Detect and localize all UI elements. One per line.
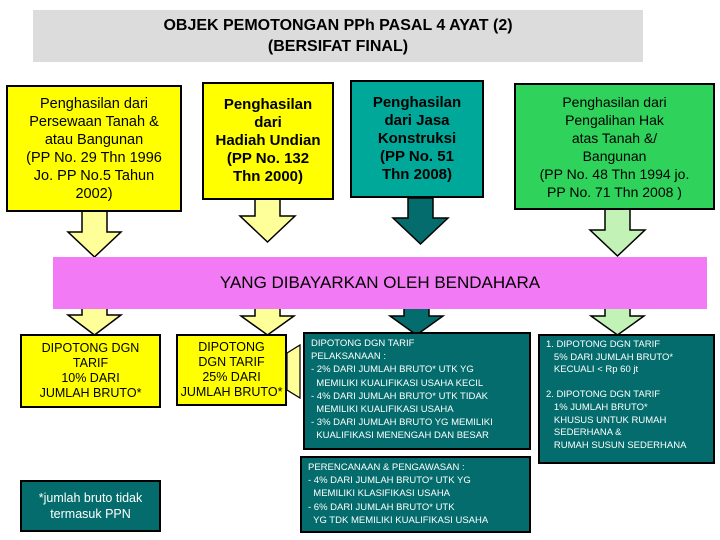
- source-2-line-5: Thn 2000): [232, 168, 304, 185]
- result-4-line-6: 1% JUMLAH BRUTO*: [546, 401, 648, 413]
- result-3a-line-8: KUALIFIKASI MENENGAH DAN BESAR: [311, 430, 489, 442]
- result-box-tarif-10: [20, 334, 161, 408]
- result-3b-line-1: PERENCANAAN & PENGAWASAN :: [308, 462, 465, 473]
- result-4-line-2: 5% DARI JUMLAH BRUTO*: [546, 351, 674, 363]
- source-box-persewaan: [6, 85, 182, 212]
- arrow-down-8: [591, 307, 644, 335]
- title-line-2: (BERSIFAT FINAL): [267, 38, 409, 55]
- result-3b-line-5: YG TDK MEMILIKI KUALIFIKASI USAHA: [308, 514, 489, 526]
- result-box-pengalihan-tarif: [538, 334, 715, 464]
- result-box-tarif-25: [176, 334, 287, 406]
- source-4-line-6: PP No. 71 Thn 2008 ): [547, 183, 682, 200]
- result-2-line-4: JUMLAH BRUTO*: [180, 385, 283, 399]
- result-box-pelaksanaan: [303, 332, 531, 450]
- result-3a-line-3: - 2% DARI JUMLAH BRUTO* UTK YG: [311, 364, 474, 376]
- footnote-line-1: *jumlah bruto tidak: [38, 491, 143, 505]
- source-3-line-3: Konstruksi: [377, 130, 457, 147]
- source-box-hadiah-undian: [202, 82, 334, 200]
- result-4-line-1: 1. DIPOTONG DGN TARIF: [546, 339, 661, 350]
- source-1-line-3: atau Bangunan: [44, 131, 144, 148]
- result-1-line-1: DIPOTONG DGN: [41, 341, 140, 355]
- result-3a-line-1: DIPOTONG DGN TARIF: [311, 338, 415, 349]
- source-4-line-2: Pengalihan Hak: [565, 111, 664, 128]
- source-4-line-4: Bangunan: [582, 147, 647, 164]
- arrow-right-connector: [287, 345, 300, 398]
- source-1-line-5: Jo. PP No.5 Tahun: [33, 167, 155, 184]
- result-4-line-8: SEDERHANA &: [546, 427, 622, 439]
- source-1-line-4: (PP No. 29 Thn 1996: [26, 149, 162, 166]
- result-3b-line-4: - 6% DARI JUMLAH BRUTO* UTK: [308, 501, 455, 513]
- result-3a-line-5: - 4% DARI JUMLAH BRUTO* UTK TIDAK: [311, 390, 489, 402]
- arrow-down-7: [390, 307, 443, 335]
- result-3b-line-3: MEMILIKI KLASIFIKASI USAHA: [308, 488, 451, 500]
- source-3-line-5: Thn 2008): [381, 166, 453, 183]
- source-box-jasa-konstruksi: [350, 80, 484, 198]
- result-4-line-5: 2. DIPOTONG DGN TARIF: [546, 389, 661, 401]
- source-2-line-1: Penghasilan: [223, 96, 313, 113]
- arrow-down-1: [68, 211, 121, 257]
- source-2-line-2: dari: [254, 114, 282, 131]
- result-3a-line-7: - 3% DARI JUMLAH BRUTO YG MEMILIKI: [311, 417, 493, 429]
- result-1-line-3: 10% DARI: [61, 371, 120, 385]
- result-3a-line-6: MEMILIKI KUALIFIKASI USAHA: [311, 404, 454, 416]
- result-4-line-3: KECUALI < Rp 60 jt: [546, 364, 639, 376]
- result-1-line-4: JUMLAH BRUTO*: [39, 386, 142, 400]
- source-2-line-4: (PP No. 132: [226, 150, 310, 167]
- source-1-line-6: 2002): [75, 185, 113, 202]
- source-4-line-5: (PP No. 48 Thn 1994 jo.: [539, 165, 690, 182]
- result-3a-line-4: MEMILIKI KUALIFIKASI USAHA KECIL: [311, 377, 484, 389]
- source-3-line-4: (PP No. 51: [380, 148, 454, 165]
- result-box-perencanaan: [300, 456, 531, 533]
- arrow-down-6: [241, 307, 294, 335]
- source-1-line-2: Persewaan Tanah &: [29, 113, 159, 130]
- result-2-line-3: 25% DARI: [202, 370, 261, 384]
- title-line-1: OBJEK PEMOTONGAN PPh PASAL 4 AYAT (2): [163, 17, 513, 34]
- bendahara-band: YANG DIBAYARKAN OLEH BENDAHARA: [53, 257, 707, 309]
- footnote-bruto: [20, 480, 161, 532]
- arrow-down-2: [240, 197, 295, 242]
- result-2-line-1: DIPOTONG: [198, 340, 265, 354]
- arrow-down-5: [68, 305, 121, 335]
- result-4-line-4: [546, 377, 707, 390]
- result-3b-line-2: - 4% DARI JUMLAH BRUTO* UTK YG: [308, 475, 471, 487]
- arrow-down-4: [590, 209, 645, 256]
- result-3a-line-2: PELAKSANAAN :: [311, 351, 386, 363]
- source-3-line-1: Penghasilan: [372, 94, 462, 111]
- source-4-line-3: atas Tanah &/: [571, 129, 658, 146]
- result-2-line-2: DGN TARIF: [198, 355, 265, 369]
- arrow-down-3: [393, 198, 448, 244]
- result-4-line-9: RUMAH SUSUN SEDERHANA: [546, 439, 687, 451]
- source-box-pengalihan-hak: [514, 83, 715, 210]
- source-4-line-1: Penghasilan dari: [562, 93, 667, 110]
- source-2-line-3: Hadiah Undian: [215, 132, 321, 149]
- result-1-line-2: TARIF: [72, 356, 109, 370]
- result-4-line-7: KHUSUS UNTUK RUMAH: [546, 414, 667, 426]
- source-1-line-1: Penghasilan dari: [39, 95, 149, 112]
- source-3-line-2: dari Jasa: [384, 112, 450, 129]
- footnote-line-2: termasuk PPN: [50, 507, 131, 521]
